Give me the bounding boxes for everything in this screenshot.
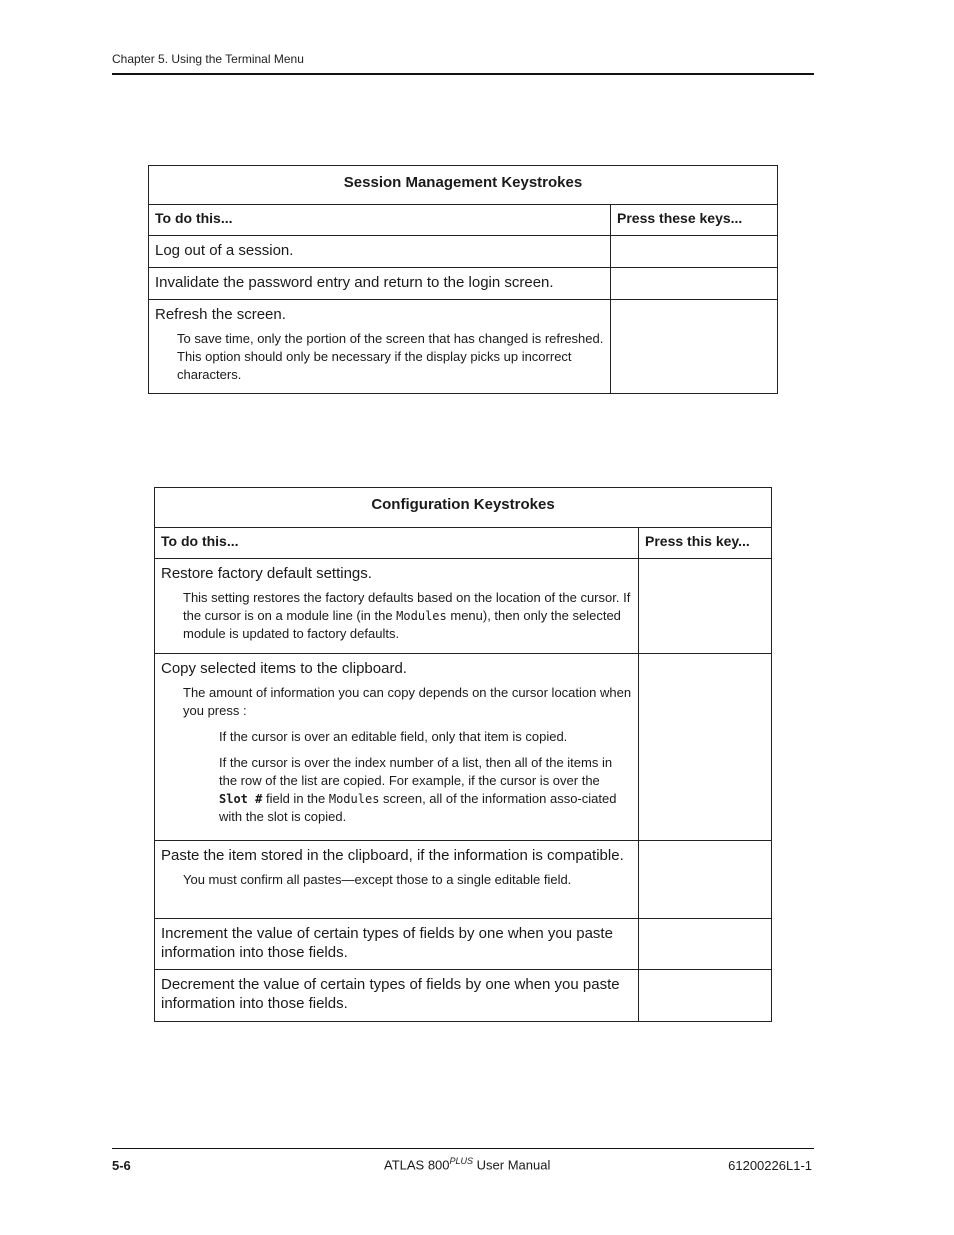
- config-col-keys: Press this key...: [639, 528, 772, 559]
- header-rule: [112, 73, 814, 75]
- row-action-cell: [149, 300, 611, 394]
- row-note: The amount of information you can copy depends on the cursor location when you press :: [183, 685, 632, 718]
- row-action: Paste the item stored in the clipboard, if the information is compatible.: [161, 847, 624, 864]
- row-action: Copy selected items to the clipboard.: [161, 660, 407, 677]
- session-col-keys: Press these keys...: [611, 205, 778, 236]
- row-action: Invalidate the password entry and return to the login screen.: [149, 268, 611, 300]
- slot-field-ref: Slot #: [219, 792, 263, 806]
- row-keys: [639, 841, 772, 919]
- table-row: [149, 236, 778, 268]
- table-row: [155, 559, 772, 654]
- chapter-header: Chapter 5. Using the Terminal Menu: [112, 52, 304, 66]
- row-keys: [639, 970, 772, 1022]
- row-keys: [639, 559, 772, 654]
- row-note: To save time, only the portion of the screen that has changed is refreshed. This option should only be necessary if the display picks up incorrect characters.: [177, 331, 604, 382]
- product-name: ATLAS 800: [384, 1157, 450, 1173]
- row-action-cell: [155, 654, 639, 841]
- table-row: [155, 841, 772, 919]
- footer-rule: [112, 1148, 814, 1149]
- modules-menu-ref: Modules: [396, 609, 447, 623]
- table-row: [149, 300, 778, 394]
- subnote-text: If the cursor is over the index number of a list, then all of the items in the row of the list are copied. For example, if the cursor is over the: [219, 755, 613, 788]
- row-action: Refresh the screen.: [155, 306, 286, 323]
- row-subnote: [219, 754, 632, 826]
- configuration-table: [154, 487, 772, 1022]
- row-keys: [639, 919, 772, 970]
- table-row: [155, 919, 772, 970]
- row-keys: [639, 654, 772, 841]
- row-action: Decrement the value of certain types of fields by one when you paste information into those fields.: [155, 970, 639, 1022]
- subnote-text: screen, all of the information asso-ciated with the slot is copied.: [219, 791, 617, 824]
- config-table-title: Configuration Keystrokes: [155, 488, 772, 528]
- row-action: Log out of a session.: [149, 236, 611, 268]
- page-number: 5-6: [112, 1158, 131, 1173]
- modules-screen-ref: Modules: [328, 792, 380, 806]
- table-row: [149, 268, 778, 300]
- row-note: [183, 589, 632, 643]
- row-keys: [611, 236, 778, 268]
- row-action: Increment the value of certain types of fields by one when you paste information into those fields.: [155, 919, 639, 970]
- row-action: Restore factory default settings.: [161, 565, 372, 582]
- subnote-text: field in the: [262, 791, 329, 806]
- row-keys: [611, 300, 778, 394]
- manual-title: [384, 1156, 550, 1172]
- note-text: This setting restores the factory defaults based on the location of the cursor. If the cursor is on a module line (in the: [183, 590, 631, 623]
- row-action-cell: [155, 559, 639, 654]
- config-col-action: To do this...: [155, 528, 639, 559]
- session-table-title: Session Management Keystrokes: [149, 166, 778, 205]
- table-row: [155, 970, 772, 1022]
- session-management-table: [148, 165, 778, 394]
- document-number: 61200226L1-1: [728, 1158, 812, 1173]
- product-superscript: PLUS: [449, 1156, 474, 1166]
- row-note: You must confirm all pastes—except those to a single editable field.: [183, 872, 572, 887]
- row-subnote: If the cursor is over an editable field, only that item is copied.: [219, 729, 568, 744]
- session-col-action: To do this...: [149, 205, 611, 236]
- row-keys: [611, 268, 778, 300]
- table-row: [155, 654, 772, 841]
- note-text: menu), then only the selected module is updated to factory defaults.: [183, 608, 621, 641]
- manual-label: User Manual: [473, 1157, 551, 1173]
- row-action-cell: [155, 841, 639, 919]
